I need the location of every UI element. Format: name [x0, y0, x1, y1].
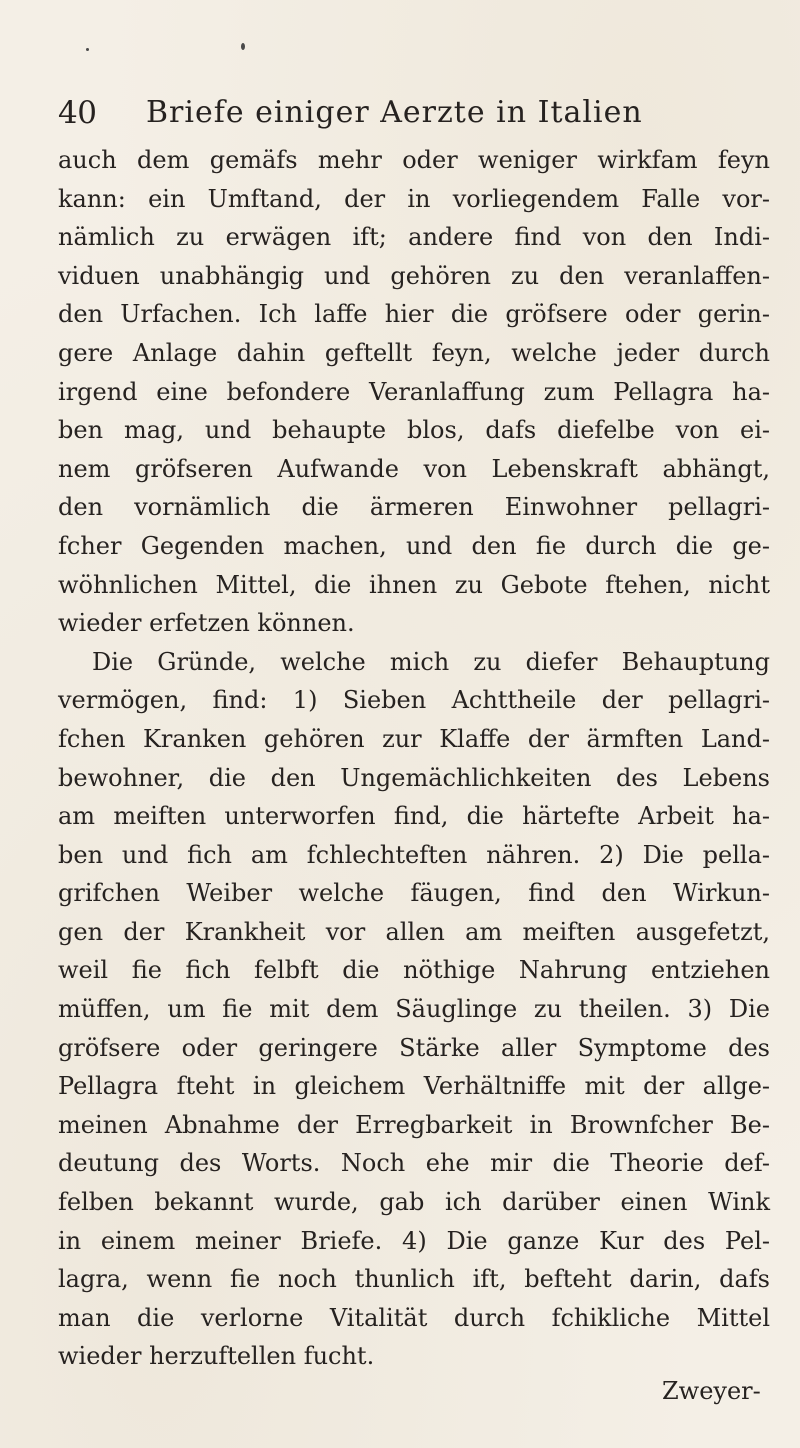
text-line: felben bekannt wurde, gab ich darüber einen Wink: [58, 1188, 770, 1217]
text-line: weil fie fich felbft die nöthige Nahrung entziehen: [58, 956, 770, 985]
catchword: Zweyer-: [662, 1377, 761, 1405]
ink-speck: [241, 43, 245, 50]
text-line: fcher Gegenden machen, und den fie durch die ge-: [58, 531, 770, 560]
text-line: ben und fich am fchlechteften nähren. 2) Die pella-: [58, 840, 770, 869]
text-line: wöhnlichen Mittel, die ihnen zu Gebote ftehen, nicht: [58, 570, 770, 599]
text-line: auch dem gemäfs mehr oder weniger wirkfam feyn: [58, 146, 770, 174]
text-line: fchen Kranken gehören zur Klaffe der ärmften Land-: [58, 724, 770, 753]
text-line: am meiften unterworfen find, die härtefte Arbeit ha-: [58, 802, 770, 831]
text-line-paragraph-start: Die Gründe, welche mich zu diefer Behauptung: [92, 647, 770, 676]
text-line: lagra, wenn fie noch thunlich ift, befteht darin, dafs: [58, 1265, 770, 1294]
text-line: wieder erfetzen können.: [58, 609, 355, 638]
text-line: meinen Abnahme der Erregbarkeit in Brownfcher Be-: [58, 1110, 770, 1139]
text-line: nem gröfseren Aufwande von Lebenskraft abhängt,: [58, 454, 770, 483]
text-line: nämlich zu erwägen ift; andere find von den Indi-: [58, 223, 770, 252]
text-line: kann: ein Umftand, der in vorliegendem Falle vor-: [58, 184, 770, 213]
text-line: wieder herzuftellen fucht.: [58, 1342, 375, 1371]
text-line: den Urfachen. Ich laffe hier die gröfsere oder gerin-: [58, 300, 770, 329]
text-line: gröfsere oder geringere Stärke aller Symptome des: [58, 1033, 770, 1062]
text-line: deutung des Worts. Noch ehe mir die Theorie def-: [58, 1149, 770, 1178]
text-line: gen der Krankheit vor allen am meiften ausgefetzt,: [58, 917, 770, 946]
ink-speck: [86, 48, 89, 51]
running-title: Briefe einiger Aerzte in Italien: [146, 95, 643, 130]
text-line: man die verlorne Vitalität durch fchikliche Mittel: [58, 1303, 770, 1332]
text-line: ben mag, und behaupte blos, dafs diefelbe von ei-: [58, 416, 770, 445]
text-line: müffen, um fie mit dem Säuglinge zu theilen. 3) Die: [58, 995, 770, 1024]
body-text: [58, 141, 770, 1376]
text-line: bewohner, die den Ungemächlichkeiten des Lebens: [58, 763, 770, 792]
page-number: 40: [58, 95, 97, 131]
text-line: den vornämlich die ärmeren Einwohner pellagri-: [58, 493, 770, 522]
text-line: grifchen Weiber welche fäugen, find den Wirkun-: [58, 879, 770, 908]
text-line: irgend eine befondere Veranlaffung zum Pellagra ha-: [58, 377, 770, 406]
text-line: Pellagra fteht in gleichem Verhältniffe mit der allge-: [58, 1072, 770, 1101]
text-line: vermögen, find: 1) Sieben Achttheile der pellagri-: [58, 686, 770, 715]
text-line: gere Anlage dahin geftellt feyn, welche jeder durch: [58, 338, 770, 367]
text-line: in einem meiner Briefe. 4) Die ganze Kur des Pel-: [58, 1226, 770, 1255]
text-line: viduen unabhängig und gehören zu den veranlaffen-: [58, 261, 770, 290]
page-header: [58, 90, 758, 136]
